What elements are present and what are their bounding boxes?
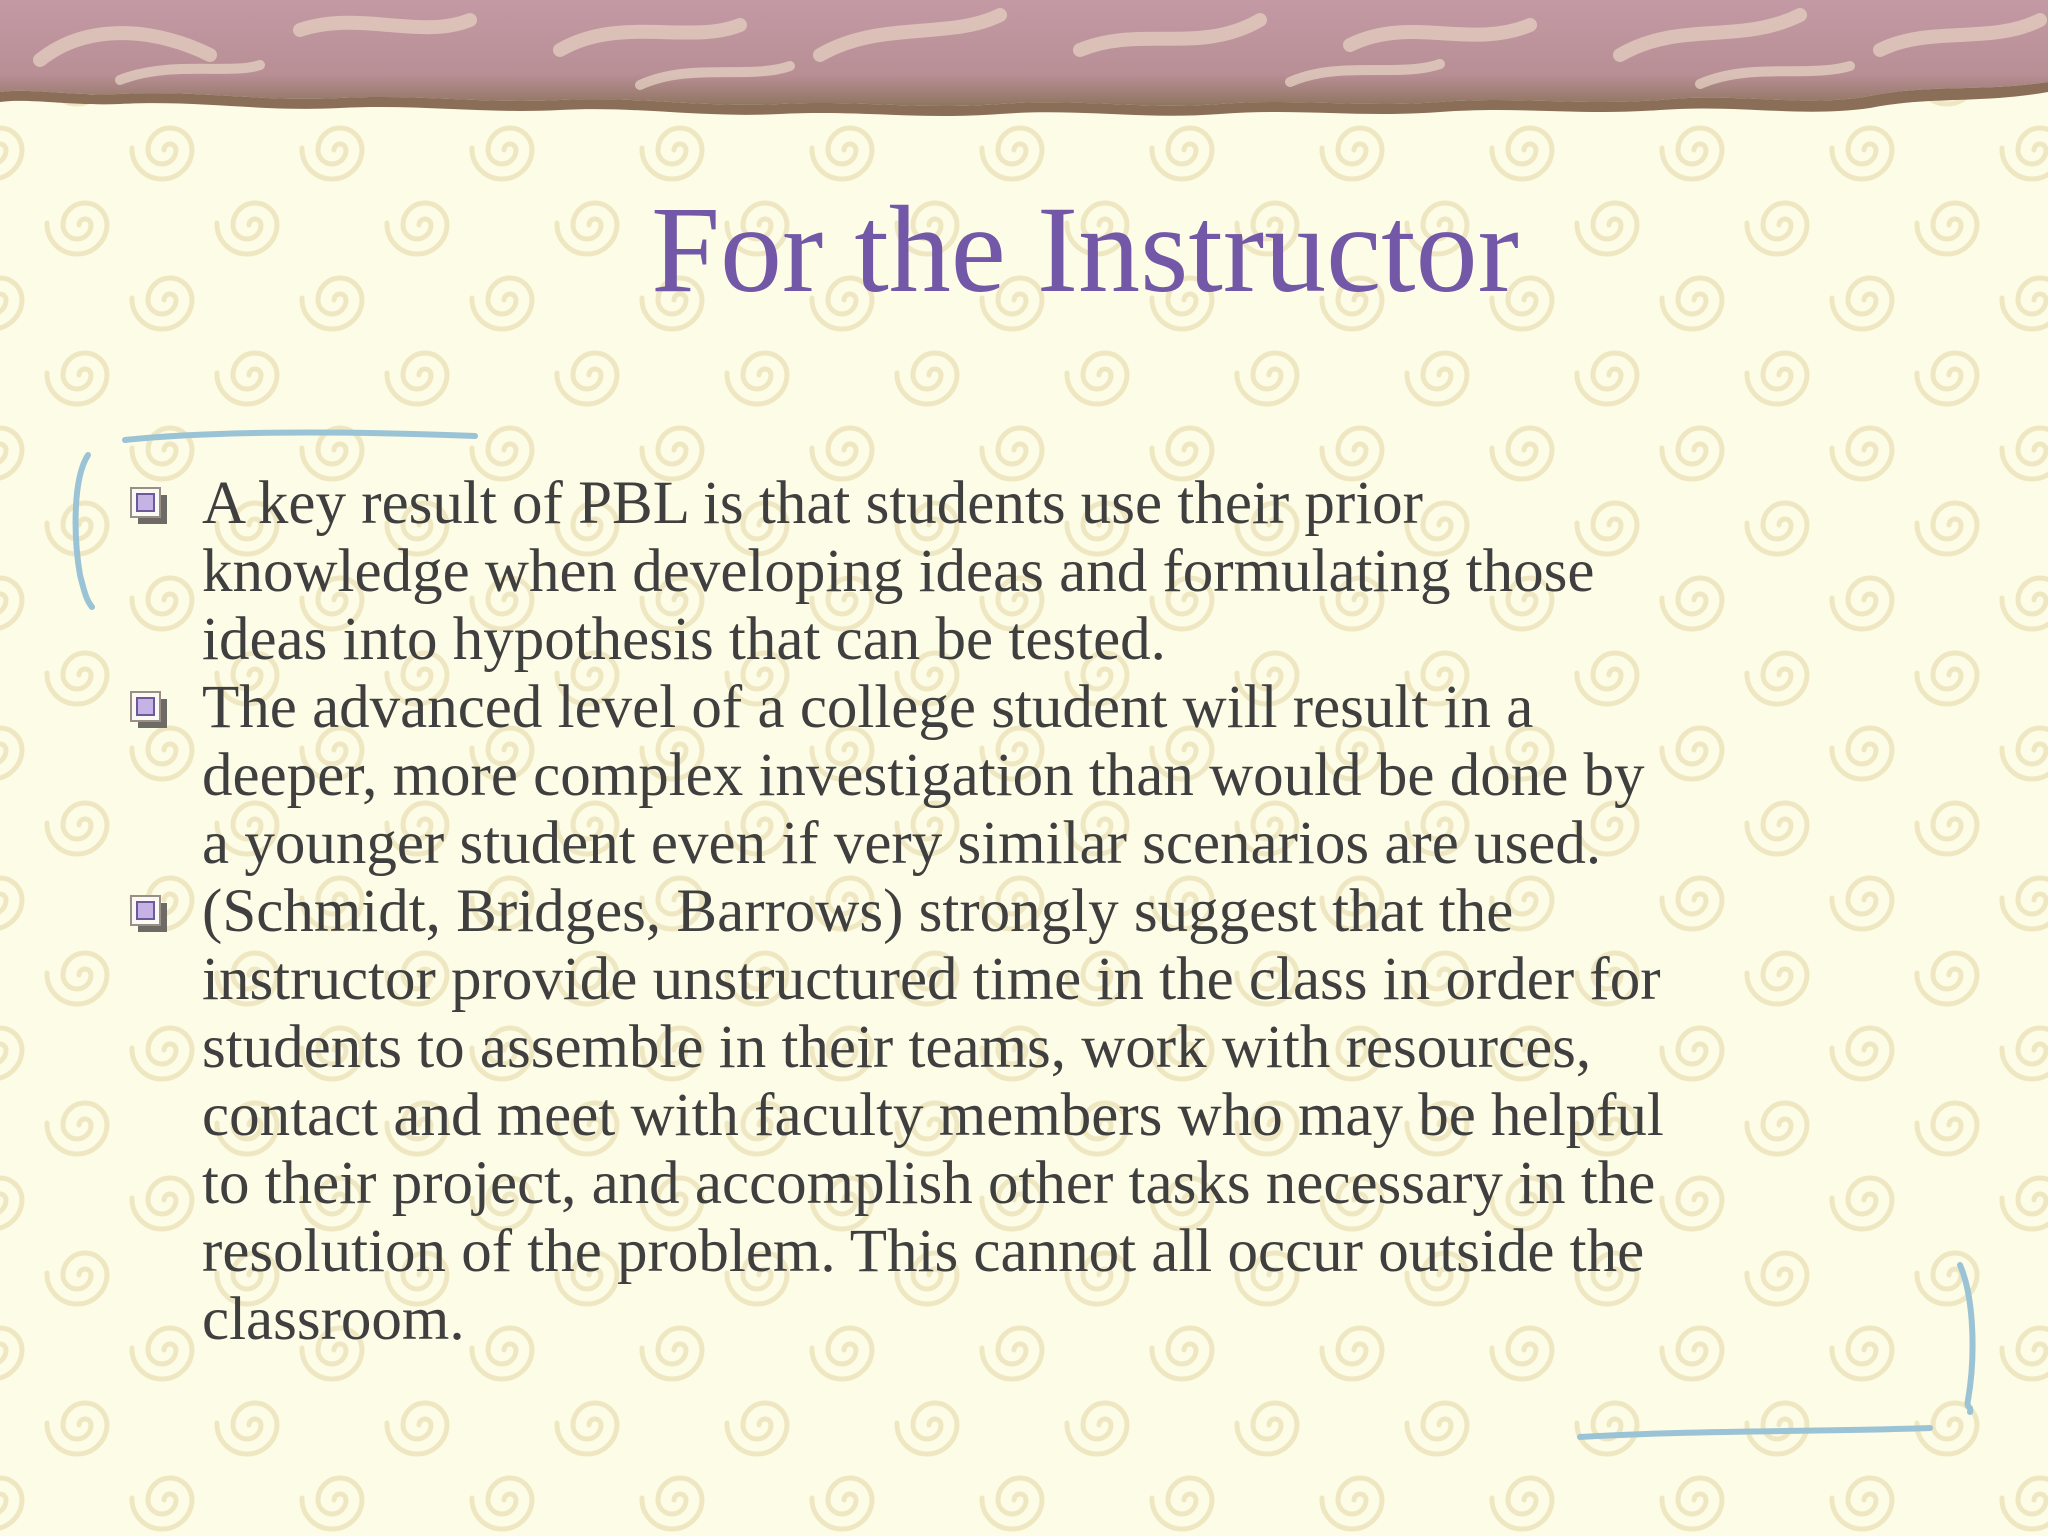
bullet-line: instructor provide unstructured time in the class in order for	[202, 946, 1661, 1013]
bullet-line: resolution of the problem. This cannot all occur outside the	[202, 1218, 1645, 1285]
bullet-line: deeper, more complex investigation than would be done by	[202, 742, 1645, 809]
bullet-line: The advanced level of a college student will result in a	[202, 674, 1534, 741]
bullet-line: (Schmidt, Bridges, Barrows) strongly suggest that the	[202, 878, 1514, 945]
bullet-line: students to assemble in their teams, work with resources,	[202, 1014, 1592, 1081]
bullet-line: classroom.	[202, 1286, 465, 1353]
bullet-line: to their project, and accomplish other tasks necessary in the	[202, 1150, 1656, 1217]
bullet-line: a younger student even if very similar scenarios are used.	[202, 810, 1602, 877]
bullet-item	[125, 674, 1925, 878]
square-checkbox-bullet-icon	[129, 486, 169, 526]
bullet-line: contact and meet with faculty members who may be helpful	[202, 1082, 1664, 1149]
bullet-line: knowledge when developing ideas and formulating those	[202, 538, 1595, 605]
bullet-line: ideas into hypothesis that can be tested.	[202, 606, 1166, 673]
slide-title: For the Instructor	[651, 181, 1519, 318]
bullet-line: A key result of PBL is that students use their prior	[202, 470, 1423, 537]
top-banner	[0, 0, 2048, 116]
bullet-item	[125, 878, 1925, 1354]
bullet-list	[125, 470, 1925, 1354]
square-checkbox-bullet-icon	[129, 690, 169, 730]
bullet-item	[125, 470, 1925, 674]
square-checkbox-bullet-icon	[129, 894, 169, 934]
